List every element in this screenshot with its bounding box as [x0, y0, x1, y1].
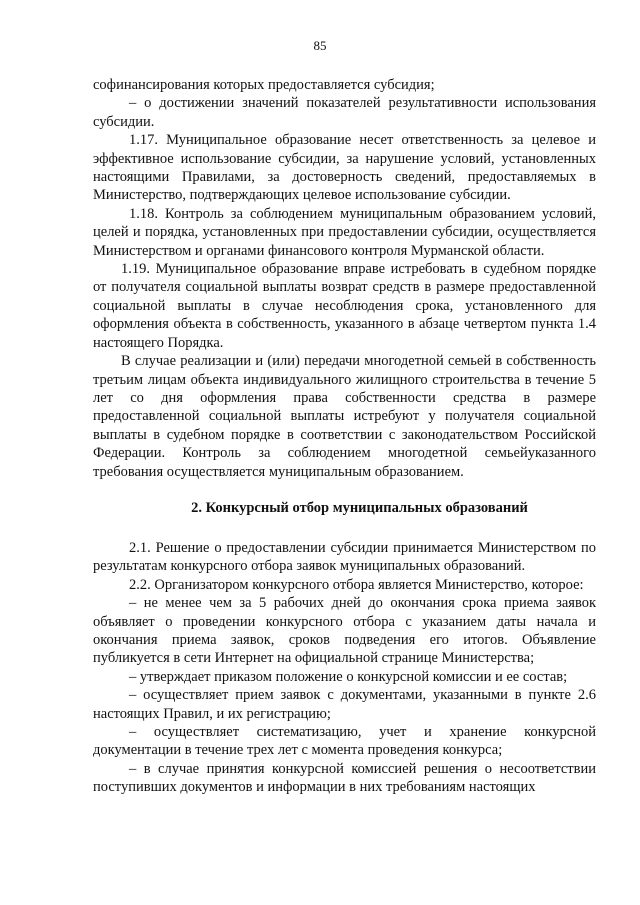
paragraph: 2.1. Решение о предоставлении субсидии принимается Министерством по результатам конкурсного отбора заявок муниципальных образований. — [93, 539, 596, 575]
list-item: – не менее чем за 5 рабочих дней до окончания срока приема заявок объявляет о проведении конкурсного отбора с указанием даты начала и окончания приема заявок, сроков подведения его итогов. Объявление публикуется в сети Интернет на официальной странице Министерства; — [93, 595, 596, 667]
paragraph: 2.2. Организатором конкурсного отбора является Министерство, которое: — [129, 576, 584, 593]
section-heading: 2. Конкурсный отбор муниципальных образований — [191, 499, 528, 516]
list-item: – утверждает приказом положение о конкурсной комиссии и ее состав; — [129, 668, 568, 685]
paragraph: – о достижении значений показателей результативности использования субсидии. — [93, 95, 596, 130]
paragraph: 1.19. Муниципальное образование вправе истребовать в судебном порядке от получателя социальной выплаты возврат средств в размере предоставленной социальной выплаты в случае несоблюдения срока, установленного для оформления объекта в собственность, указанного в абзаце четвертом пункта 1.4 настоящего Порядка. — [93, 261, 596, 351]
list-item: – осуществляет прием заявок с документами, указанными в пункте 2.6 настоящих Правил, и их регистрацию; — [93, 687, 596, 722]
paragraph: софинансирования которых предоставляется субсидия; — [93, 77, 435, 93]
paragraph: 1.18. Контроль за соблюдением муниципальным образованием условий, целей и порядка, установленных при предоставлении субсидии, осуществляется Министерством и органами финансового контроля Мурманской области. — [93, 205, 596, 259]
page-body — [93, 76, 596, 797]
paragraph: В случае реализации и (или) передачи многодетной семьей в собственность третьим лицам объекта индивидуального жилищного строительства в течение 5 лет со дня оформления права собственности средства в размере предоставленной социальной выплаты истребуют у получателя социальной выплаты в судебном порядке в соответствии с законодательством Российской Федерации. Контроль за соблюдением многодетной семьейуказанного требования осуществляется муниципальным образованием. — [93, 353, 596, 480]
page-number: 85 — [313, 38, 327, 53]
paragraph: 1.17. Муниципальное образование несет ответственность за целевое и эффективное использование субсидии, за нарушение условий, установленных настоящими Правилами, за достоверность сведений, предоставляемых в Министерство, подтверждающих целевое использование субсидии. — [93, 132, 596, 204]
list-item: – в случае принятия конкурсной комиссией решения о несоответствии поступивших документов и информации в них требованиям настоящих — [93, 760, 596, 796]
list-item: – осуществляет систематизацию, учет и хранение конкурсной документации в течение трех лет с момента проведения конкурса; — [93, 724, 596, 759]
